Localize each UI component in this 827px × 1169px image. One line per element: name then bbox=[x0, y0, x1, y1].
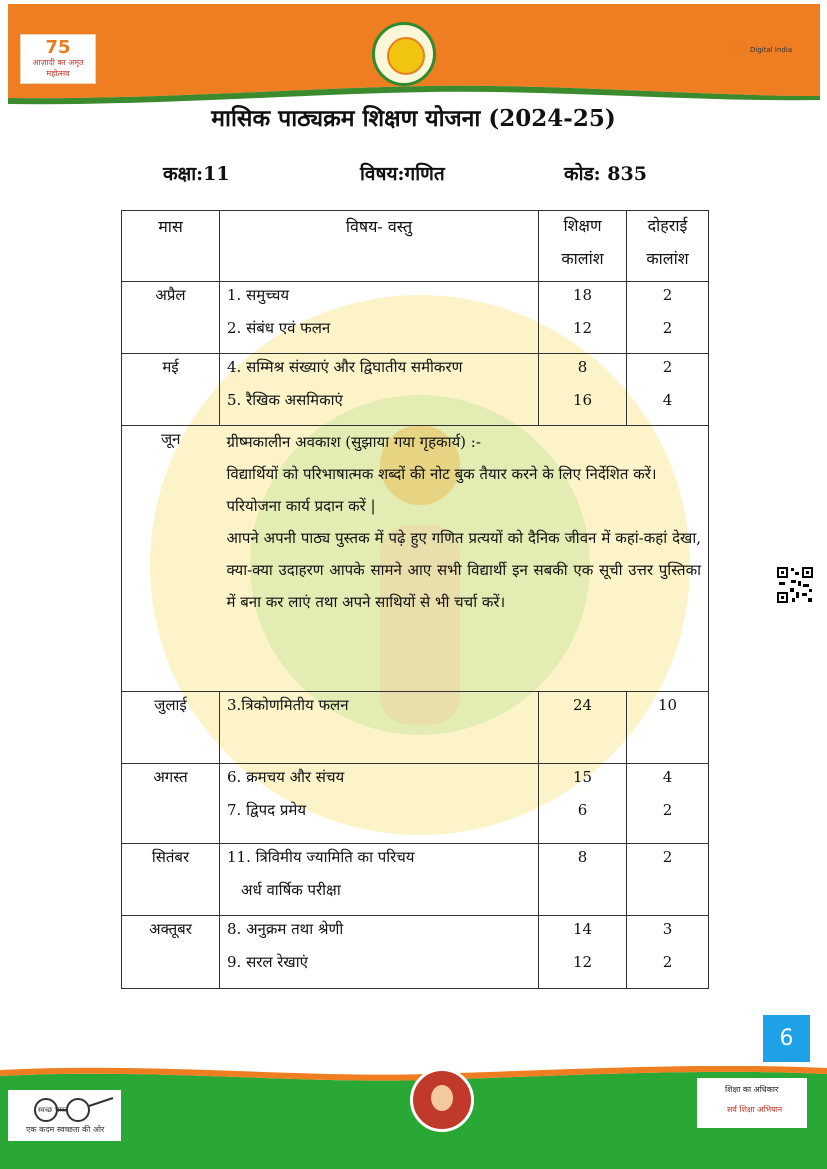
table-row: सितंबर 11. त्रिविमीय ज्यामिति का परिचय अर्ध वार्षिक परीक्षा 8 2 bbox=[122, 844, 709, 916]
table-header-row bbox=[122, 211, 709, 282]
header-teaching: शिक्षण कालांश bbox=[539, 211, 627, 282]
qr-code bbox=[776, 566, 814, 604]
header-month: मास bbox=[122, 211, 220, 282]
table-row: अगस्त 6. क्रमचय और संचय 7. द्विपद प्रमेय 15 6 4 2 bbox=[122, 764, 709, 844]
header-content: विषय- वस्तु bbox=[220, 211, 539, 282]
code-label: कोड: 835 bbox=[564, 163, 647, 185]
june-homework: ग्रीष्मकालीन अवकाश (सुझाया गया गृहकार्य) :- विद्यार्थियों को परिभाषात्मक शब्दों की नोट बुक तैयार करने के लिए निर्देशित करें। परियोजना कार्य प्रदान करें | आपने अपनी पाठ्य पुस्तक में पढ़े हुए गणित प्रत्ययों को दैनिक जीवन में कहां-कहां देखा, क्या-क्या उदाहरण आपके सामने आए सभी विद्यार्थी इन सबकी एक सूची उत्तर पुस्तिका में बना कर लाएं तथा अपने साथियों से भी चर्चा करें। bbox=[226, 433, 701, 611]
curriculum-table bbox=[121, 210, 709, 989]
subject-label: विषय:गणित bbox=[360, 163, 445, 185]
table-row: जुलाई 3.त्रिकोणमितीय फलन 24 10 bbox=[122, 692, 709, 764]
swachh-bharat-logo: एक कदम स्वच्छता की ओर स्वच्छ भारत bbox=[8, 1090, 121, 1141]
table-row-june: जून ग्रीष्मकालीन अवकाश (सुझाया गया गृहकार्य) :- विद्यार्थियों को परिभाषात्मक शब्दों की नोट बुक तैयार करने के लिए निर्देशित करें। परियोजना कार्य प्रदान करें | आपने अपनी पाठ्य पुस्तक में पढ़े हुए गणित प्रत्ययों को दैनिक जीवन में कहां-कहां देखा, क्या-क्या उदाहरण आपके सामने आए सभी विद्यार्थी इन सबकी एक सूची उत्तर पुस्तिका में बना कर लाएं तथा अपने साथियों से भी चर्चा करें। bbox=[122, 426, 709, 692]
digital-india-logo: Digital India bbox=[728, 40, 798, 68]
table-row: मई 4. सम्मिश्र संख्याएं और द्विघातीय समीकरण 5. रैखिक असमिकाएं 8 16 2 4 bbox=[122, 354, 709, 426]
header-revision: दोहराई कालांश bbox=[627, 211, 709, 282]
right-to-education-logo: शिक्षा का अधिकार सर्व शिक्षा अभियान bbox=[697, 1078, 807, 1128]
table-row: अप्रैल 1. समुच्चय 2. संबंध एवं फलन 18 12 2 2 bbox=[122, 282, 709, 354]
azadi-amrit-mahotsav-logo: 75 आज़ादी का अमृत महोत्सव bbox=[20, 34, 96, 84]
board-emblem-logo bbox=[372, 22, 436, 86]
table-row: अक्तूबर 8. अनुक्रम तथा श्रेणी 9. सरल रेखाएं 14 12 3 2 bbox=[122, 916, 709, 989]
beti-bachao-logo bbox=[410, 1068, 474, 1132]
page-number-badge: 6 bbox=[763, 1015, 810, 1062]
page-title: मासिक पाठ्यक्रम शिक्षण योजना (2024-25) bbox=[211, 105, 616, 132]
class-label: कक्षा:11 bbox=[163, 163, 230, 185]
